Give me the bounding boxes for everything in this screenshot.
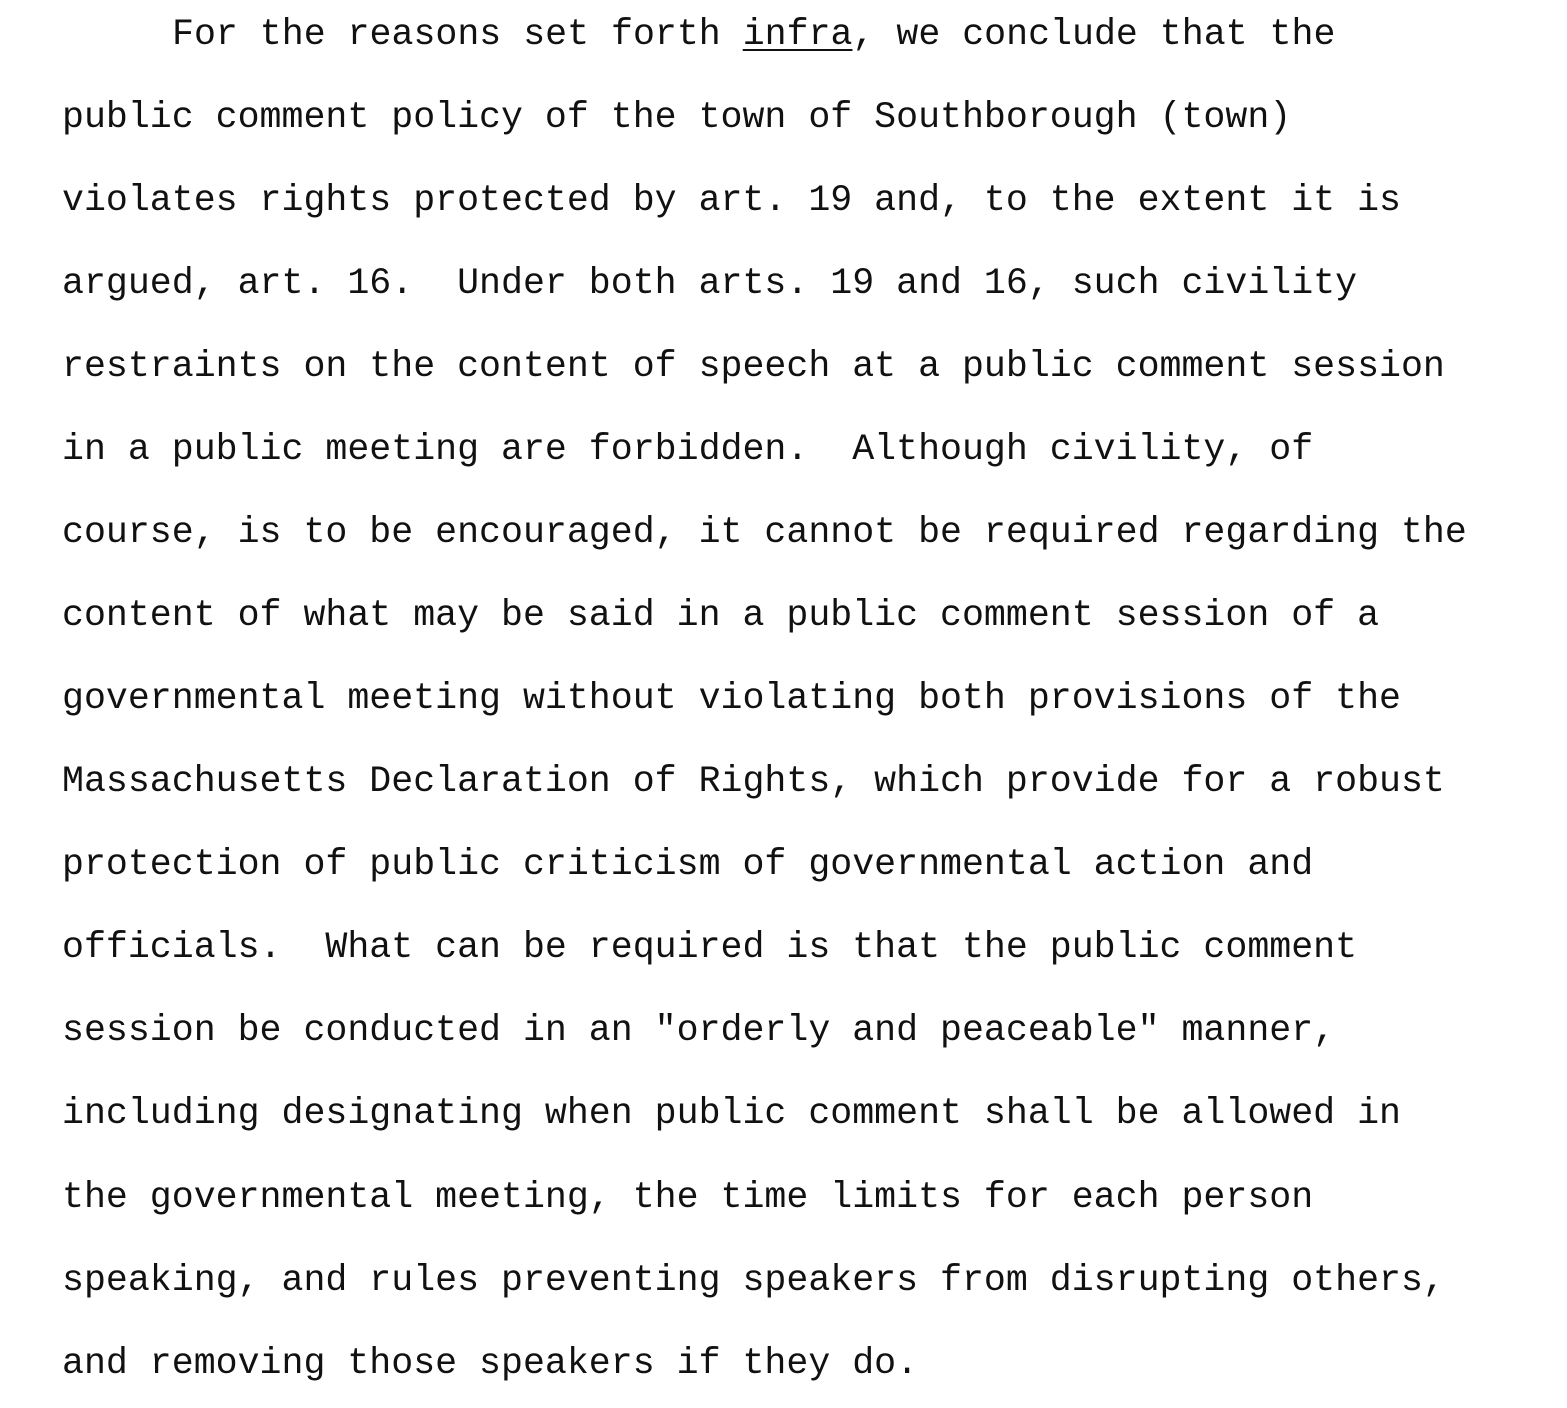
paragraph-line-7: course, is to be encouraged, it cannot be required regarding the [62,512,1467,553]
line-1-text-before: For the reasons set forth [172,14,743,55]
paragraph-line-11: protection of public criticism of governmental action and [62,844,1314,885]
paragraph-line-16: speaking, and rules preventing speakers from disrupting others, [62,1260,1445,1301]
paragraph-line-8: content of what may be said in a public comment session of a [62,595,1380,636]
paragraph-line-10: Massachusetts Declaration of Rights, which provide for a robust [62,761,1445,802]
paragraph-line-17: and removing those speakers if they do. [62,1343,919,1384]
paragraph-line-13: session be conducted in an "orderly and peaceable" manner, [62,1010,1336,1051]
paragraph-line-1 [172,13,1335,57]
paragraph-line-12: officials. What can be required is that the public comment [62,927,1358,968]
paragraph-line-4: argued, art. 16. Under both arts. 19 and 16, such civility [62,263,1358,304]
infra-emphasis: infra [742,14,853,55]
line-1-text-after: , we conclude that the [852,14,1336,55]
paragraph-line-14: including designating when public comment shall be allowed in [62,1093,1401,1134]
paragraph-line-9: governmental meeting without violating both provisions of the [62,678,1401,719]
paragraph-line-15: the governmental meeting, the time limits for each person [62,1177,1314,1218]
paragraph-line-5: restraints on the content of speech at a public comment session [62,346,1445,387]
paragraph-line-2: public comment policy of the town of Southborough (town) [62,97,1292,138]
paragraph-line-3: violates rights protected by art. 19 and, to the extent it is [62,180,1401,221]
paragraph-line-6: in a public meeting are forbidden. Although civility, of [62,429,1314,470]
